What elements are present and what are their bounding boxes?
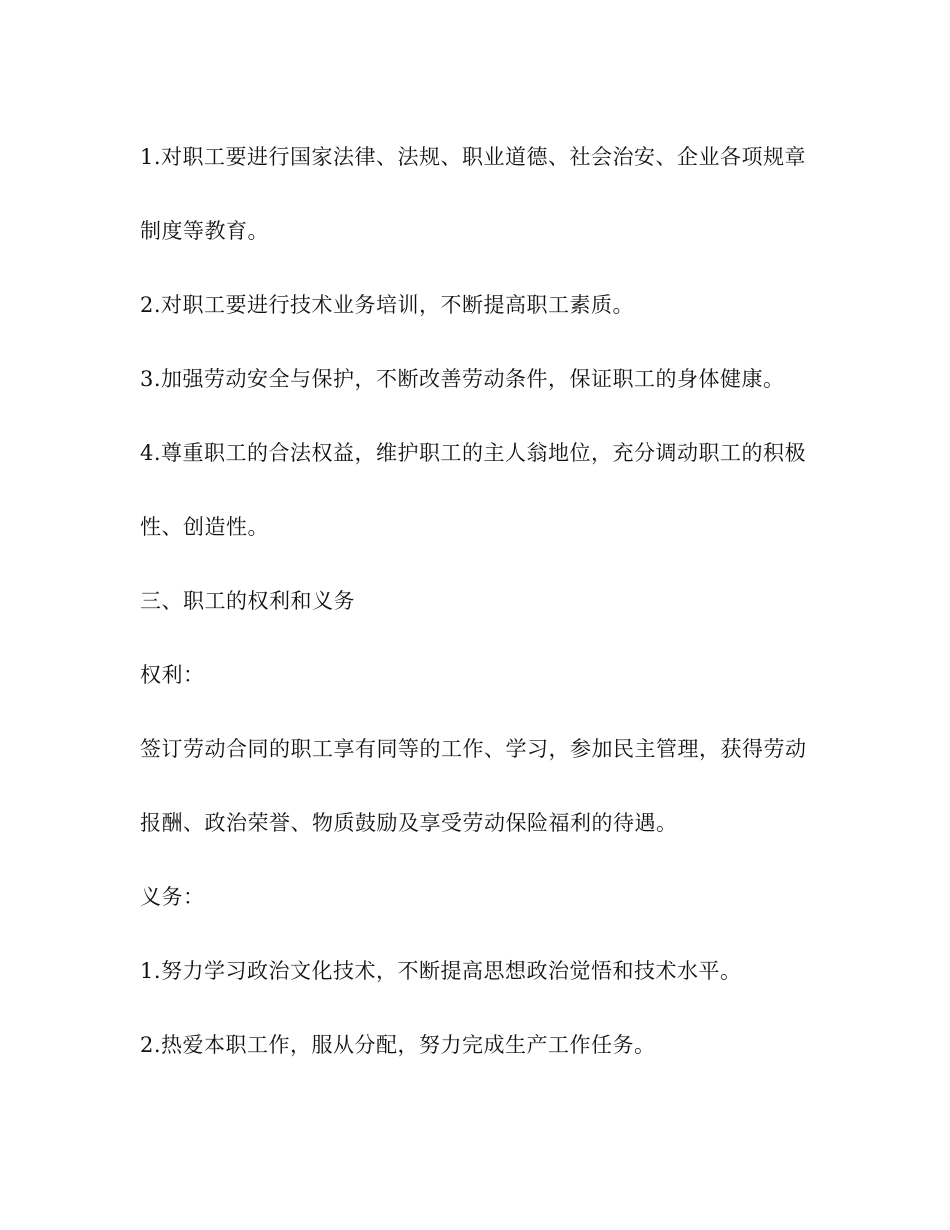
paragraph-line: 1.对职工要进行国家法律、法规、职业道德、社会治安、企业各项规章 — [140, 145, 807, 169]
paragraph-line: 3.加强劳动安全与保护，不断改善劳动条件，保证职工的身体健康。 — [140, 367, 785, 391]
paragraph-line: 性、创造性。 — [140, 515, 269, 539]
document-body — [140, 120, 830, 1082]
subheading-rights: 权利： — [140, 663, 205, 687]
section-heading: 三、职工的权利和义务 — [140, 589, 355, 613]
paragraph-line: 签订劳动合同的职工享有同等的工作、学习，参加民主管理，获得劳动 — [140, 737, 807, 761]
paragraph-line: 制度等教育。 — [140, 219, 269, 243]
paragraph-line: 1.努力学习政治文化技术，不断提高思想政治觉悟和技术水平。 — [140, 959, 742, 983]
paragraph-line: 4.尊重职工的合法权益，维护职工的主人翁地位，充分调动职工的积极 — [140, 441, 807, 465]
subheading-obligations: 义务： — [140, 885, 205, 909]
paragraph-line: 2.对职工要进行技术业务培训，不断提高职工素质。 — [140, 293, 635, 317]
paragraph-line: 报酬、政治荣誉、物质鼓励及享受劳动保险福利的待遇。 — [140, 811, 678, 835]
paragraph-line: 2.热爱本职工作，服从分配，努力完成生产工作任务。 — [140, 1033, 656, 1057]
